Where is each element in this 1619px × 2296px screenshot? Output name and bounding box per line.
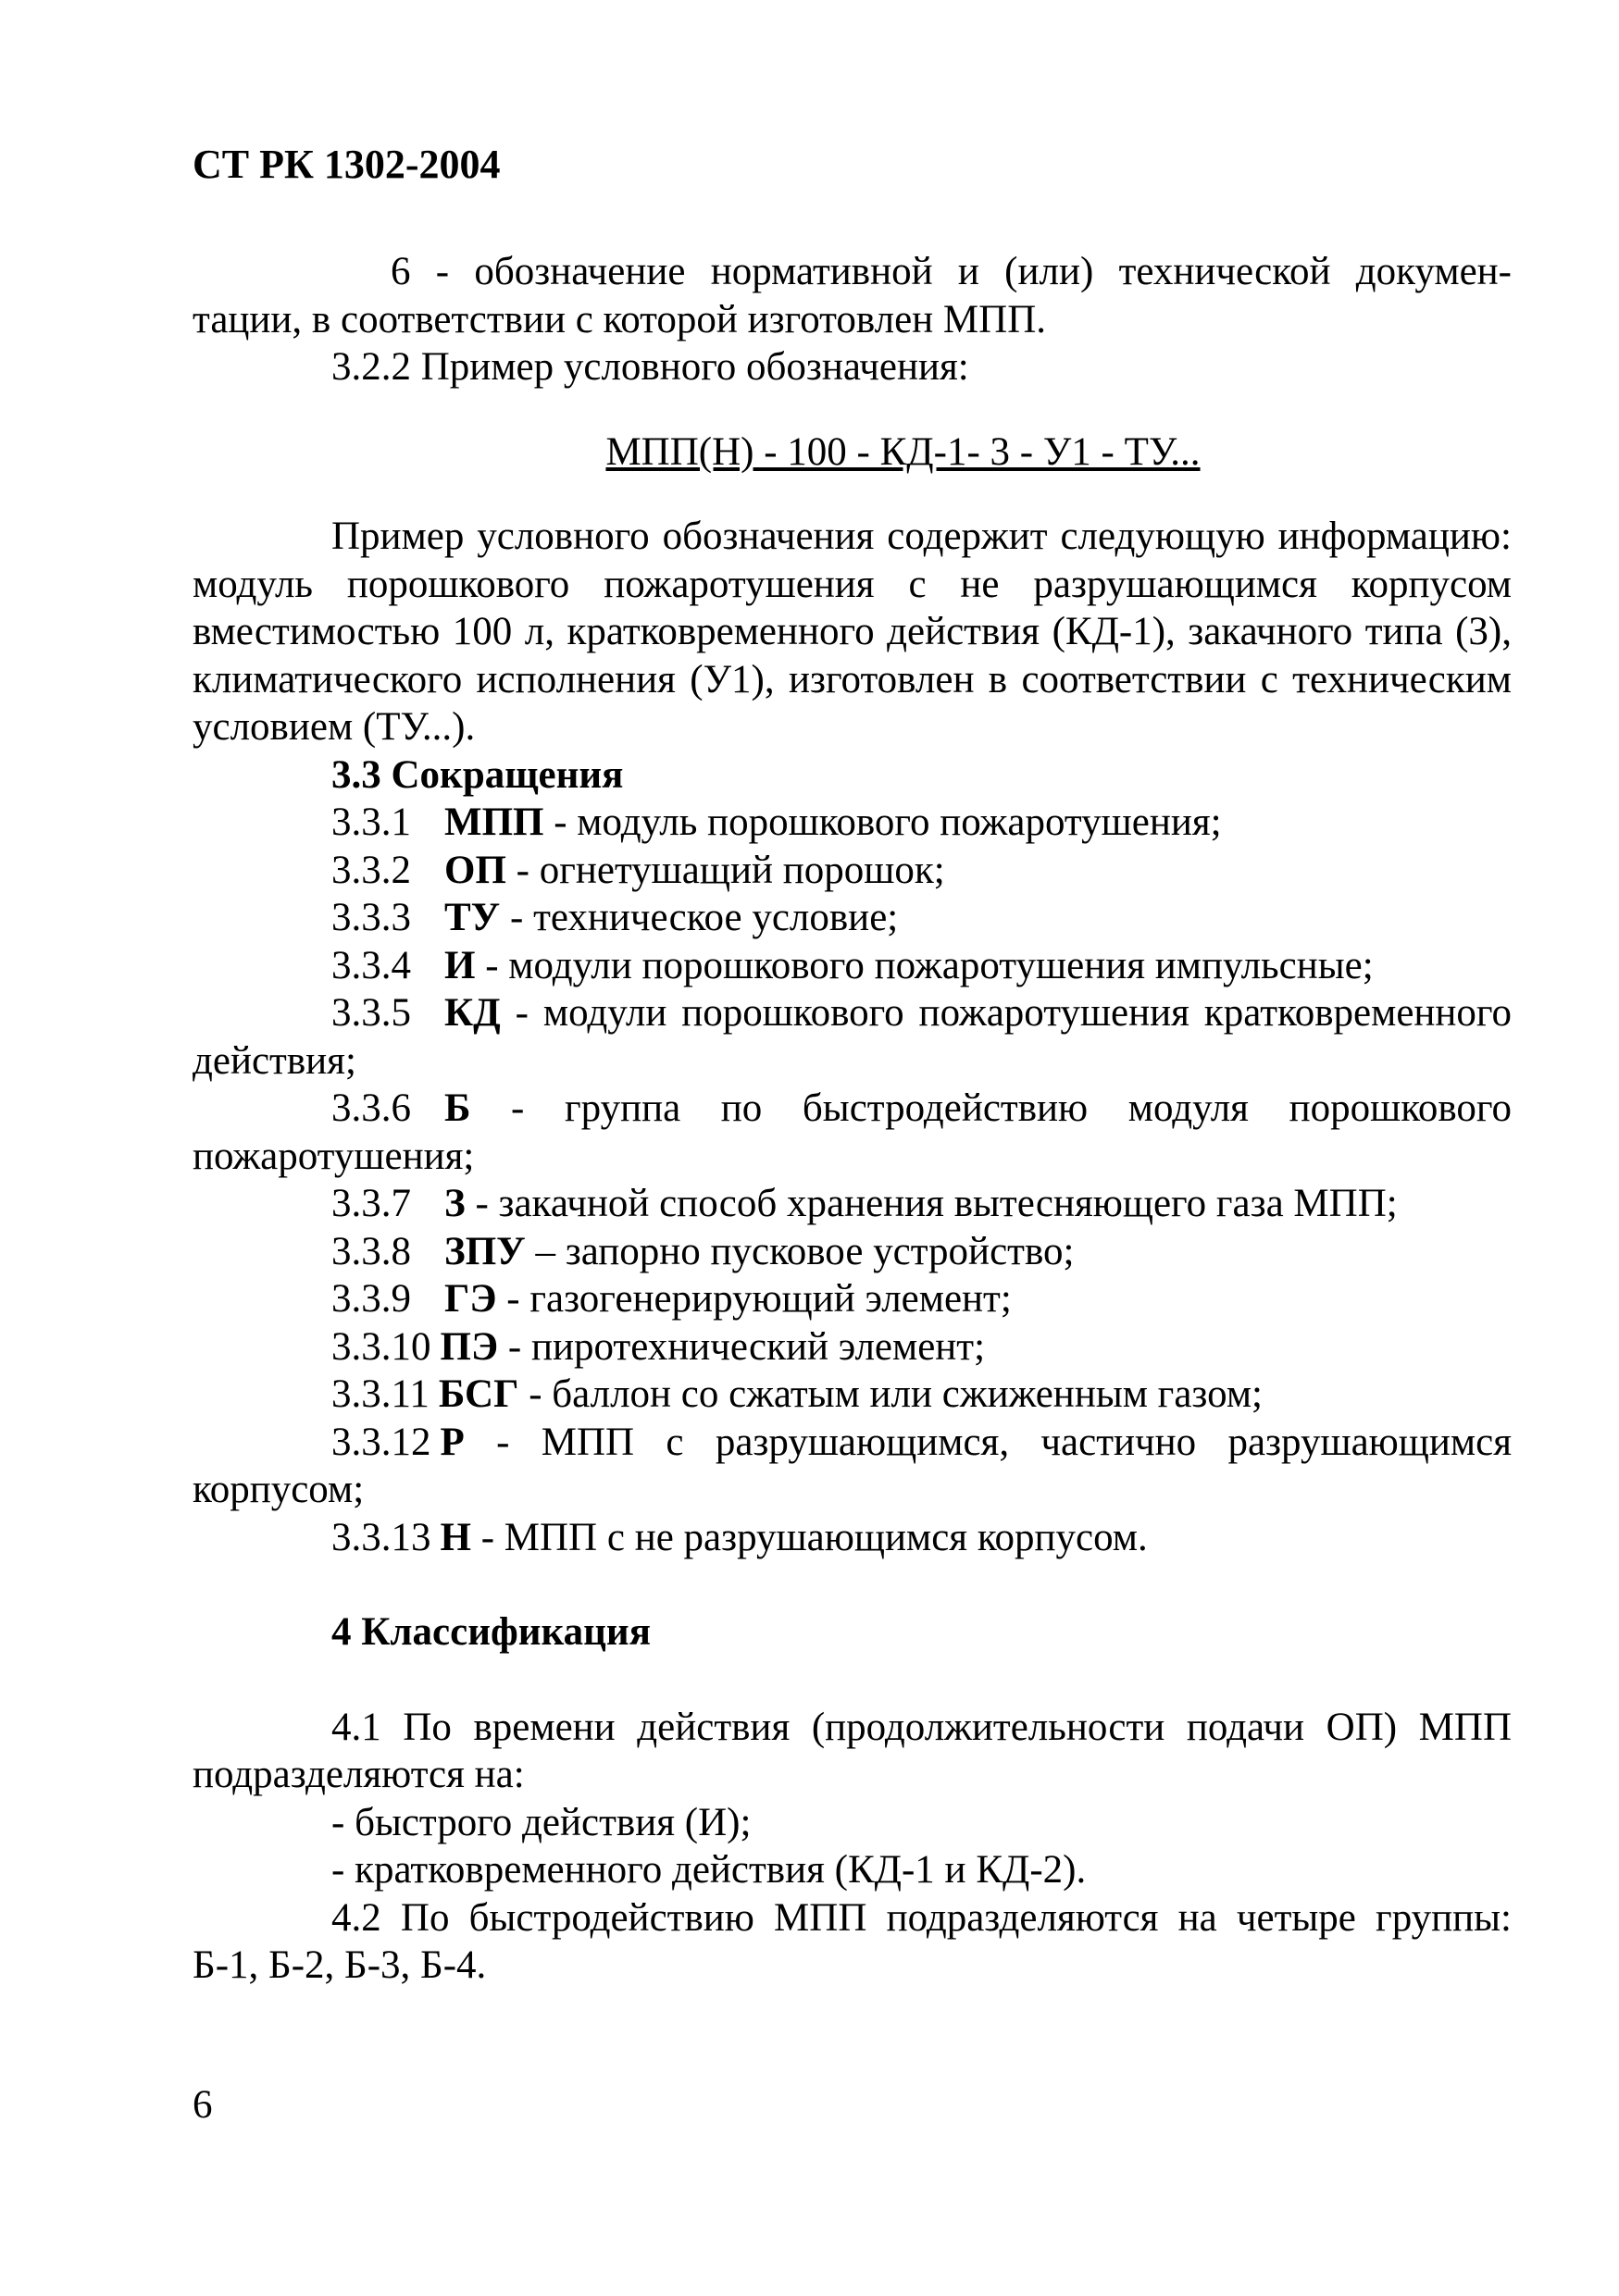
abbreviation-term: КД — [444, 991, 501, 1035]
abbreviation-number: 3.3.3 — [331, 896, 411, 939]
section-3-3-heading: 3.3 Сокращения — [331, 752, 624, 797]
abbreviation-term: И — [444, 943, 476, 987]
list-item: - быстрого действия (И); — [331, 1800, 752, 1844]
abbreviation-description: - МПП с разрушающимся, частично разрушающимся корпусом; — [193, 1420, 1512, 1511]
abbreviation-description: – запорно пусковое устройство; — [525, 1229, 1075, 1273]
abbreviation-description: - модули порошкового пожаротушения импульсные; — [475, 943, 1374, 987]
abbreviation-description: - закачной способ хранения вытесняющего газа МПП; — [465, 1182, 1398, 1225]
abbreviation-description: - модули порошкового пожаротушения кратковременного действия; — [193, 991, 1512, 1083]
abbreviation-item — [193, 894, 1512, 942]
abbreviation-item — [193, 942, 1512, 990]
designation-example-formula: МПП(Н) - 100 - КД-1- 3 - У1 - ТУ... — [605, 429, 1201, 474]
abbreviation-item — [193, 1419, 1512, 1514]
abbreviation-number: 3.3.4 — [331, 943, 411, 987]
abbreviation-description: - МПП с не разрушающимся корпусом. — [470, 1515, 1148, 1559]
abbreviation-item — [193, 1323, 1512, 1371]
designation-example-explanation: Пример условного обозначения содержит следующую информацию: модуль порошкового пожаротушения с не разрушающимся корпусом вместимостью 100 л, кратковременного действия (КД-1), закачного типа (3), климатического исполнения (У1), изготовлен в соответствии с техническим условием (ТУ...). — [193, 515, 1512, 749]
list-item: - кратковременного действия (КД-1 и КД-2). — [331, 1848, 1087, 1892]
abbreviation-term: Р — [440, 1420, 465, 1464]
abbreviation-number: 3.3.10 — [331, 1324, 431, 1369]
abbreviation-item — [193, 847, 1512, 895]
abbreviation-term: МПП — [444, 800, 544, 844]
abbreviation-number: 3.3.7 — [331, 1182, 411, 1225]
abbreviation-term: Б — [444, 1086, 471, 1130]
abbreviation-term: БСГ — [438, 1372, 519, 1416]
clause-4-1-paragraph: 4.1 По времени действия (продолжительности подачи ОП) МПП подразделяются на: — [193, 1705, 1512, 1796]
clause-3-2-2-paragraph: 3.2.2 Пример условного обозначения: — [331, 345, 969, 389]
abbreviation-term: З — [444, 1182, 466, 1225]
abbreviation-number: 3.3.12 — [331, 1420, 431, 1464]
abbreviation-item — [193, 1514, 1512, 1562]
abbreviation-number: 3.3.1 — [331, 800, 411, 844]
abbreviation-description: - пиротехнический элемент; — [498, 1324, 986, 1369]
abbreviation-number: 3.3.13 — [331, 1515, 431, 1559]
abbreviation-description: - группа по быстродействию модуля порошкового пожаротушения; — [193, 1086, 1512, 1178]
abbreviation-description: - баллон со сжатым или сжиженным газом; — [518, 1372, 1263, 1416]
abbreviation-description: - техническое условие; — [500, 896, 899, 939]
abbreviation-number: 3.3.2 — [331, 848, 411, 892]
abbreviation-term: ОП — [444, 848, 506, 892]
abbreviation-term: ПЭ — [440, 1324, 499, 1369]
abbreviation-number: 3.3.8 — [331, 1229, 411, 1273]
abbreviation-number: 3.3.6 — [331, 1086, 411, 1130]
abbreviation-number: 3.3.11 — [331, 1372, 430, 1416]
abbreviation-term: ЗПУ — [444, 1229, 526, 1273]
section-4-heading: 4 Классификация — [331, 1610, 651, 1654]
abbreviation-item — [193, 1371, 1512, 1419]
abbreviation-description: - газогенерирующий элемент; — [496, 1277, 1012, 1321]
abbreviation-number: 3.3.9 — [331, 1277, 411, 1321]
abbreviation-item — [193, 1180, 1512, 1228]
item-6-paragraph-line2: тации, в соответствии с которой изготовлен МПП. — [193, 297, 1047, 341]
abbreviation-term: Н — [440, 1515, 471, 1559]
abbreviation-item — [193, 1228, 1512, 1276]
item-6-paragraph-line1: 6 - обозначение нормативной и (или) технической докумен- — [391, 250, 1512, 293]
abbreviation-item — [193, 799, 1512, 847]
page-content — [193, 248, 1512, 1990]
abbreviation-description: - модуль порошкового пожаротушения; — [543, 800, 1222, 844]
clause-4-2-paragraph: 4.2 По быстродействию МПП подразделяются на четыре группы: Б-1, Б-2, Б-3, Б-4. — [193, 1895, 1512, 1987]
abbreviation-description: - огнетушащий порошок; — [505, 848, 945, 892]
abbreviation-item — [193, 1275, 1512, 1323]
abbreviation-term: ТУ — [444, 896, 501, 939]
page-number: 6 — [193, 2083, 213, 2127]
document-code-header: СТ РК 1302-2004 — [193, 142, 501, 187]
abbreviation-item — [193, 989, 1512, 1085]
abbreviation-term: ГЭ — [444, 1277, 497, 1321]
abbreviation-item — [193, 1085, 1512, 1180]
abbreviation-number: 3.3.5 — [331, 991, 411, 1035]
